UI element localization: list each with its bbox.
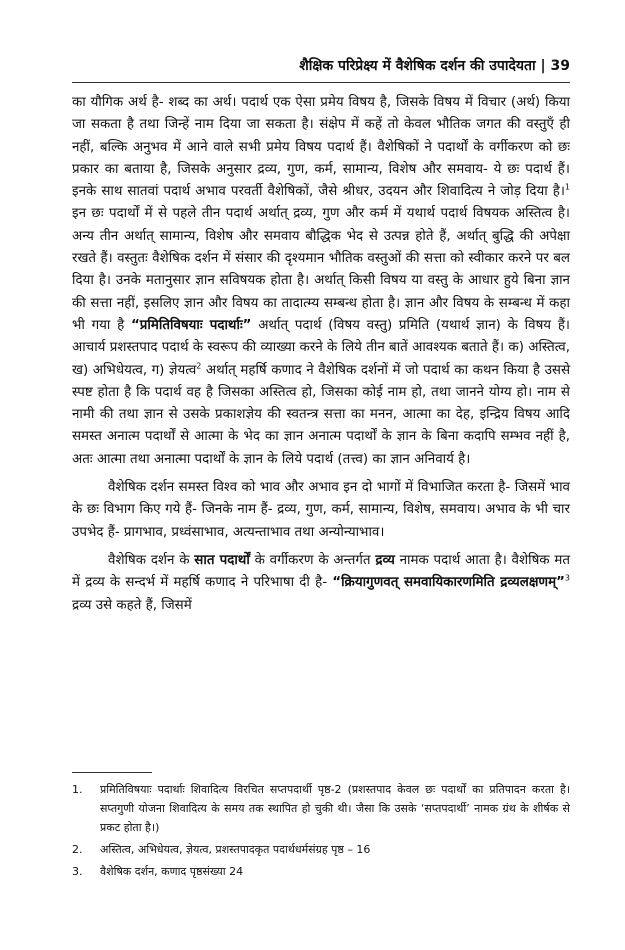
footnote-ref-1: 1 <box>564 182 570 192</box>
emphasis-dravya: द्रव्य <box>375 552 395 568</box>
footnote-item <box>72 840 570 859</box>
paragraph-1-text-d: अर्थात् महर्षि कणाद ने वैशेषिक दर्शनों में जो पदार्थ का कथन किया है उससे स्पष्ट होता है कि पदार्थ वह है जिसका अस्तित्व हो, जिसका कोई नाम हो, तथा जानने योग्य हो। नाम से नामी की तथा ज्ञान से उसके प्रकाशज्ञेय की स्वतन्त्र सत्ता का मनन, आत्मा का देह, इन्द्रिय विषय आदि समस्त अनात्म पदार्थों से आत्मा के भेद का ज्ञान अनात्म पदार्थों के ज्ञान के बिना कदापि सम्भव नहीं है, अतः आत्मा तथा अनात्मा पदार्थों के ज्ञान के लिये पदार्थ (तत्त्व) का ज्ञान अनिवार्य है। <box>72 362 571 467</box>
emphasis-seven-padarth: सात पदार्थों <box>194 552 250 568</box>
quote-pramiti: “प्रमितिविषयाः पदार्थाः” <box>131 317 252 333</box>
paragraph-1 <box>72 92 570 471</box>
footnote-ref-2: 2 <box>196 361 202 371</box>
paragraph-3-text-b: के वर्गीकरण के अन्तर्गत <box>249 552 376 568</box>
footnote-number: 3. <box>72 865 83 878</box>
footnote-text: वैशेषिक दर्शन, कणाद पृष्ठसंख्या 24 <box>100 865 244 878</box>
footnote-text: अस्तित्व, अभिधेयत्व, ज्ञेयत्व, प्रशस्तपादकृत पदार्थधर्मसंग्रह पृष्ठ – 16 <box>100 843 371 856</box>
footnotes <box>72 780 570 884</box>
main-text <box>72 92 570 623</box>
running-header: शैक्षिक परिप्रेक्ष्य में वैशेषिक दर्शन की उपादेयता | 39 <box>299 58 570 74</box>
footnote-number: 1. <box>72 783 83 796</box>
quote-dravya-lakshanam: “क्रियागुणवत् समवायिकारणमिति द्रव्यलक्षणम्” <box>332 575 565 591</box>
footnote-number: 2. <box>72 843 83 856</box>
paragraph-3-text-d: द्रव्य उसे कहते हैं, जिसमें <box>72 597 192 613</box>
paragraph-1-text-a: का यौगिक अर्थ है- शब्द का अर्थ। पदार्थ एक ऐसा प्रमेय विषय है, जिसके विषय में विचार (अर्थ) किया जा सकता है तथा जिन्हें नाम दिया जा सकता है। संक्षेप में कहें तो केवल भौतिक जगत की वस्तुएँ ही नहीं, बल्कि अनुभव में आने वाले सभी प्रमेय विषय पदार्थ हैं। वैशेषिकों ने पदार्थों के वर्गीकरण को छः प्रकार का बताया है, जिसके अनुसार द्रव्य, गुण, कर्म, सामान्य, विशेष और समवाय- ये छः पदार्थ हैं। इनके साथ सातवां पदार्थ अभाव परवर्ती वैशेषिकों, जैसे श्रीधर, उदयन और शिवादित्य ने जोड़ दिया है। <box>72 95 570 200</box>
footnote-text: प्रमितिविषयाः पदार्थाः शिवादित्य विरचित सप्तपदार्थी पृष्ठ-2 (प्रशस्तपाद केवल छः पदार्थों का प्रतिपादन करता है। सप्तगुणी योजना शिवादित्य के समय तक स्थापित हो चुकी थी। जैसा कि उसके ‘सप्तपदार्थी’ नामक ग्रंथ के शीर्षक से प्रकट होता है।) <box>100 783 570 834</box>
footnote-item <box>72 780 570 837</box>
paragraph-3-text-a: वैशेषिक दर्शन के <box>108 552 195 568</box>
header-divider <box>72 82 570 83</box>
paragraph-3-text-c: नामक पदार्थ आता है। वैशेषिक मत में द्रव्य के सन्दर्भ में महर्षि कणाद ने परिभाषा दी है- <box>72 552 571 591</box>
paragraph-3 <box>72 550 570 617</box>
paragraph-1-text-c: अर्थात् पदार्थ (विषय वस्तु) प्रमिति (यथार्थ ज्ञान) के विषय हैं। आचार्य प्रशस्तपाद पदार्थ के स्वरूप की व्याख्या करने के लिये तीन बातें आवश्यक बताते हैं। क) अस्तित्व, ख) अभिधेयत्व, ग) ज्ञेयत्व <box>72 317 570 378</box>
footnote-divider <box>72 772 152 773</box>
footnote-ref-3: 3 <box>564 573 570 583</box>
paragraph-1-text-b: इन छः पदार्थों में से पहले तीन पदार्थ अर्थात् द्रव्य, गुण और कर्म में यथार्थ पदार्थ विषयक अस्तित्व है। अन्य तीन अर्थात् सामान्य, विशेष और समवाय बौद्धिक भेद से उत्पन्न होते हैं, अर्थात् बुद्धि की अपेक्षा रखते हैं। वस्तुतः वैशेषिक दर्शन में संसार की दृश्यमान भौतिक वस्तुओं की सत्ता को स्वीकार करने पर बल दिया है। उनके मतानुसार ज्ञान सविषयक होता है। अर्थात् किसी विषय या वस्तु के आधार हुये बिना ज्ञान की सत्ता नहीं, इसलिए ज्ञान और विषय का तादात्म्य सम्बन्ध होता है। ज्ञान और विषय के सम्बन्ध में कहा भी गया है <box>72 206 570 333</box>
footnote-item <box>72 862 570 881</box>
paragraph-2: वैशेषिक दर्शन समस्त विश्व को भाव और अभाव इन दो भागों में विभाजित करता है- जिसमें भाव के छः विभाग किए गये हैं- जिनके नाम हैं- द्रव्य, गुण, कर्म, सामान्य, विशेष, समवाय। अभाव के भी चार उपभेद हैं- प्रागभाव, प्रध्वंसाभाव, अत्यन्ताभाव तथा अन्योन्याभाव। <box>72 480 570 540</box>
